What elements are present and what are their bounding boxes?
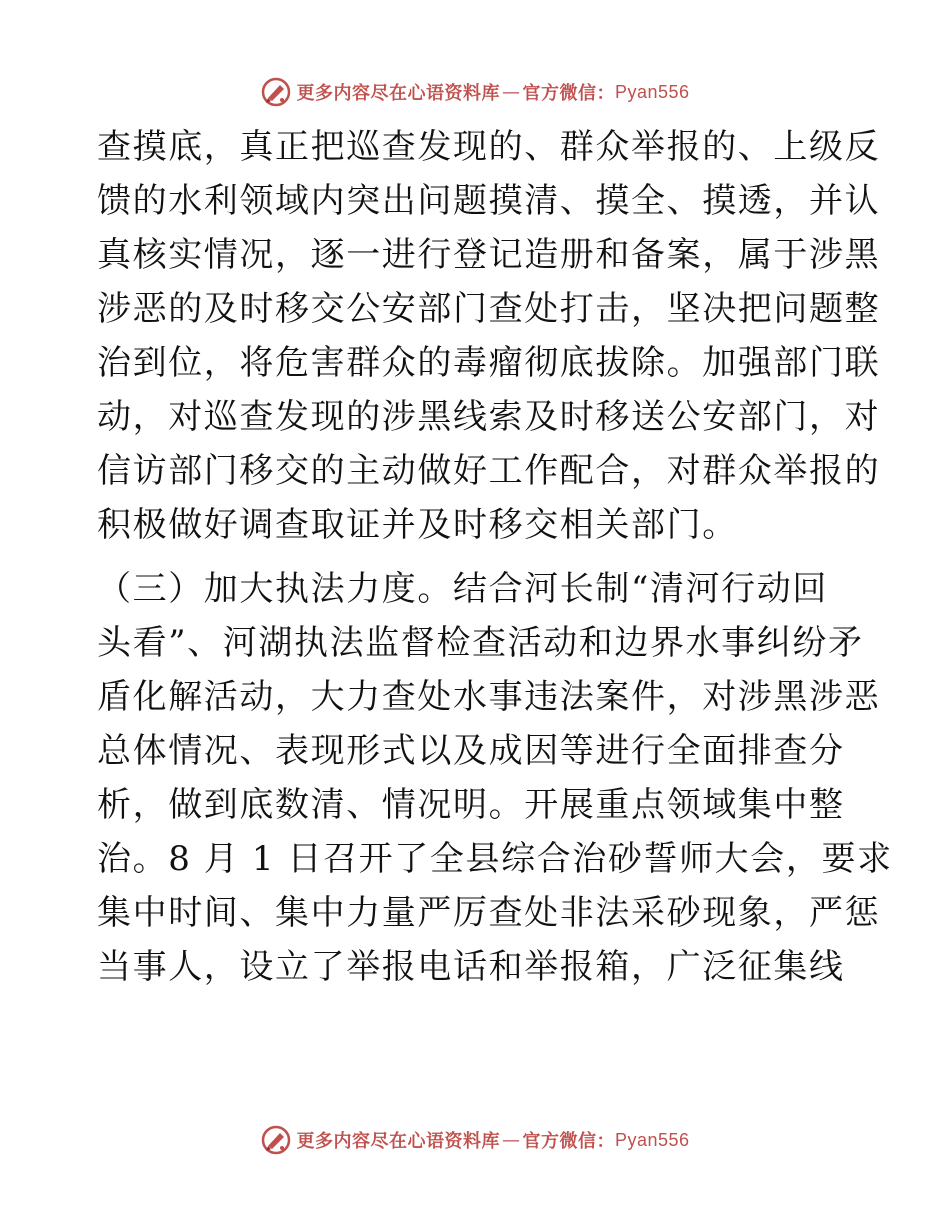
body-line: 头看”、河湖执法监督检查活动和边界水事纠纷矛: [97, 623, 864, 663]
pen-book-logo-icon: [260, 1124, 292, 1156]
body-line: 积极做好调查取证并及时移交相关部门。: [97, 505, 738, 545]
header-account-label: 官方微信：: [522, 83, 615, 104]
body-line: 总体情况、表现形式以及成因等进行全面排查分: [97, 731, 845, 771]
body-line: 析，做到底数清、情况明。开展重点领域集中整: [97, 785, 845, 825]
footer-dash: —: [501, 1129, 521, 1151]
body-line: 信访部门移交的主动做好工作配合，对群众举报的: [97, 451, 881, 491]
body-line: 治到位，将危害群众的毒瘤彻底拔除。加强部门联: [97, 343, 881, 383]
header-banner: [0, 72, 950, 112]
body-line: 动，对巡查发现的涉黑线索及时移送公安部门，对: [97, 397, 881, 437]
header-label: 更多内容尽在心语资料库: [296, 83, 500, 104]
body-line: 当事人，设立了举报电话和举报箱，广泛征集线: [97, 947, 845, 987]
pen-book-logo-icon: [260, 76, 292, 108]
body-line: 查摸底，真正把巡查发现的、群众举报的、上级反: [97, 127, 881, 167]
body-line: 盾化解活动，大力查处水事违法案件，对涉黑涉恶: [97, 677, 881, 717]
body-line: 治。8 月 1 日召开了全县综合治砂誓师大会，要求: [97, 839, 893, 879]
body-line: 馈的水利领域内突出问题摸清、摸全、摸透，并认: [97, 181, 881, 221]
footer-account-id: Pyan556: [614, 1129, 690, 1150]
body-line: 真核实情况，逐一进行登记造册和备案，属于涉黑: [97, 235, 881, 275]
footer-banner: [0, 1120, 950, 1160]
header-dash: —: [501, 81, 521, 103]
footer-account-label: 官方微信：: [522, 1131, 615, 1152]
header-account-id: Pyan556: [614, 81, 690, 102]
section-heading-line: （三）加大执法力度。结合河长制“清河行动回: [97, 569, 828, 609]
body-line: 涉恶的及时移交公安部门查处打击，坚决把问题整: [97, 289, 881, 329]
body-line: 集中时间、集中力量严厉查处非法采砂现象，严惩: [97, 893, 881, 933]
document-body: [97, 120, 893, 994]
footer-label: 更多内容尽在心语资料库: [296, 1131, 500, 1152]
